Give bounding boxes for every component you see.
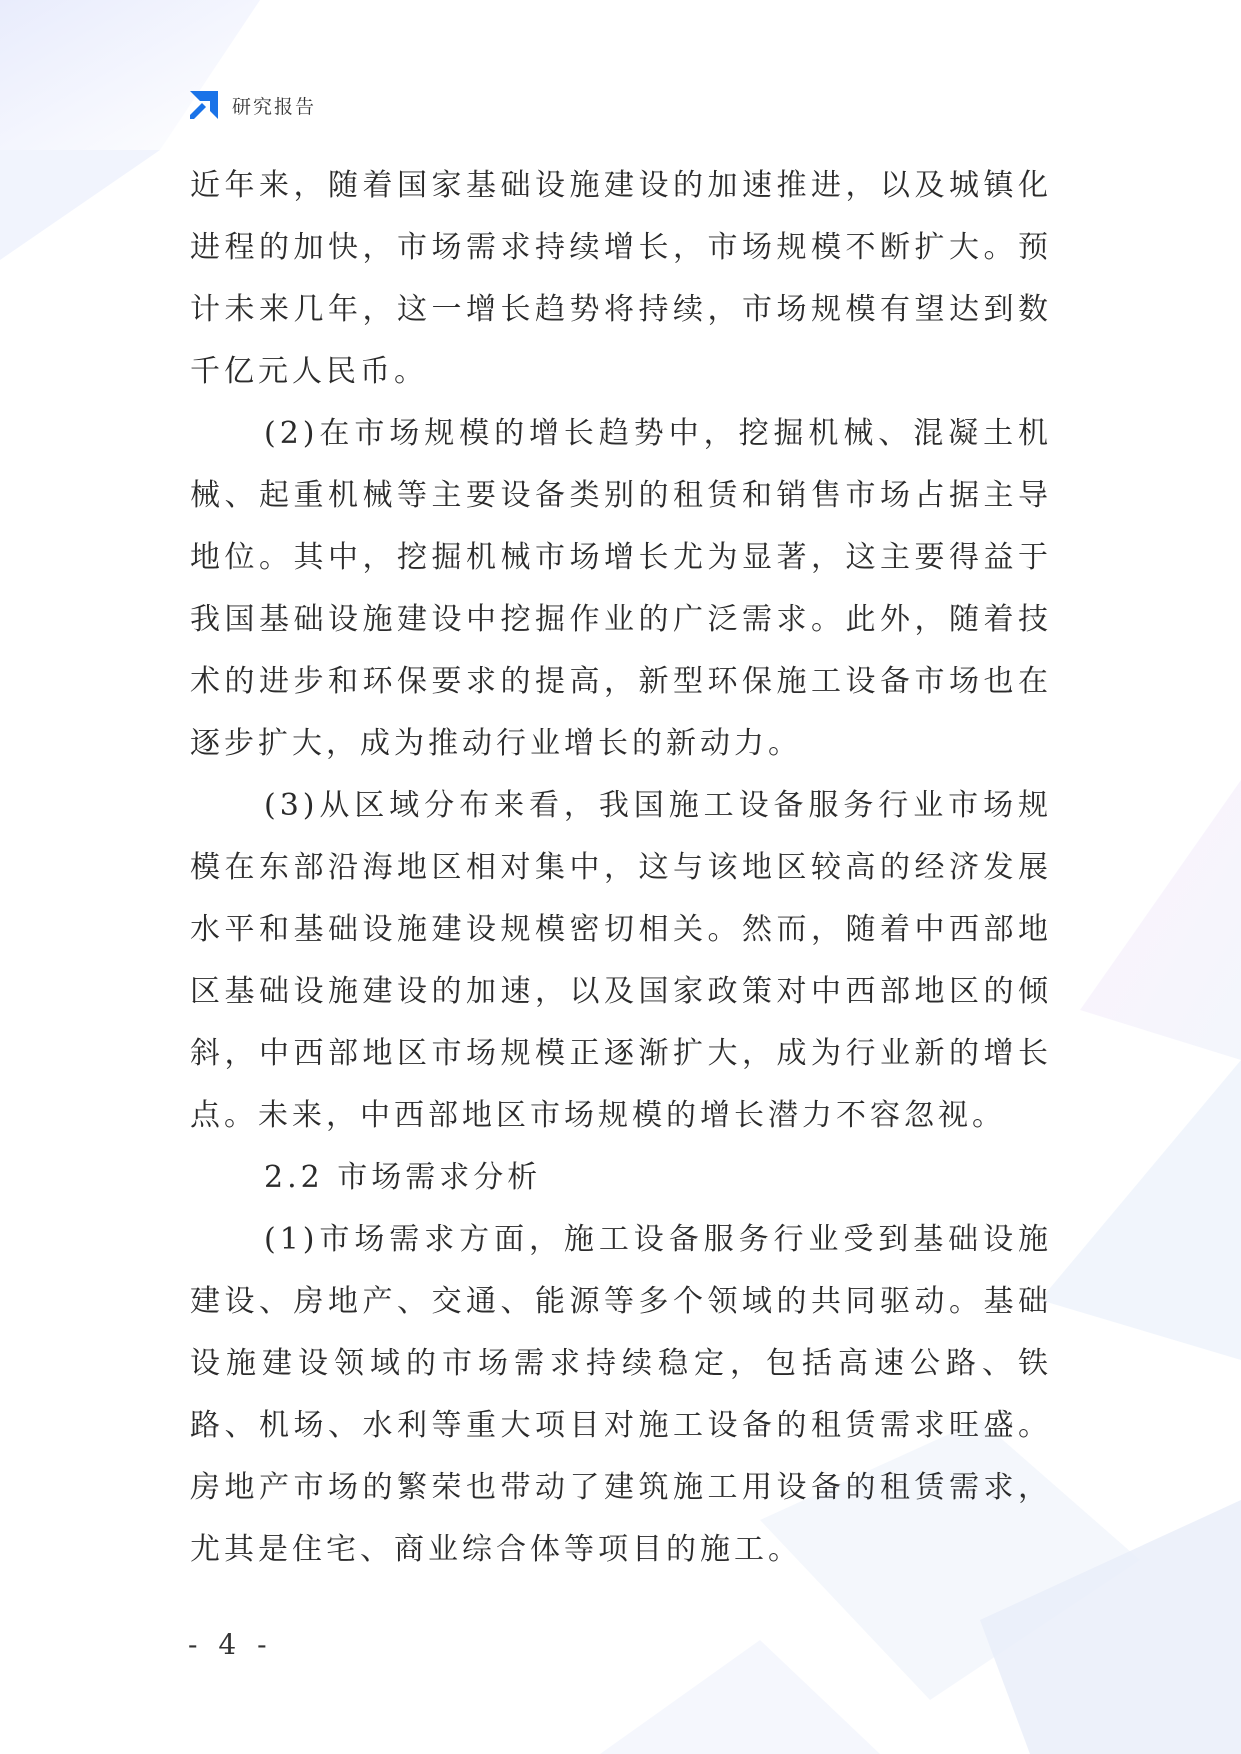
paragraph-1: 近年来，随着国家基础设施建设的加速推进，以及城镇化进程的加快，市场需求持续增长，市场规模不断扩大。预计未来几年，这一增长趋势将持续，市场规模有望达到数千亿元人民币。 <box>190 168 1052 389</box>
header-title: 研究报告 <box>232 95 317 118</box>
paragraph-4: (1)市场需求方面，施工设备服务行业受到基础设施建设、房地产、交通、能源等多个领域的共同驱动。基础设施建设领域的市场需求持续稳定，包括高速公路、铁路、机场、水利等重大项目对施工设备的租赁需求旺盛。房地产市场的繁荣也带动了建筑施工用设备的租赁需求，尤其是住宅、商业综合体等项目的施工。 <box>190 1222 1052 1567</box>
paragraph-2: (2)在市场规模的增长趋势中，挖掘机械、混凝土机械、起重机械等主要设备类别的租赁和销售市场占据主导地位。其中，挖掘机械市场增长尤为显著，这主要得益于我国基础设施建设中挖掘作业的广泛需求。此外，随着技术的进步和环保要求的提高，新型环保施工设备市场也在逐步扩大，成为推动行业增长的新动力。 <box>190 416 1052 761</box>
paragraph-3: (3)从区域分布来看，我国施工设备服务行业市场规模在东部沿海地区相对集中，这与该地区较高的经济发展水平和基础设施建设规模密切相关。然而，随着中西部地区基础设施建设的加速，以及国家政策对中西部地区的倾斜，中西部地区市场规模正逐渐扩大，成为行业新的增长点。未来，中西部地区市场规模的增长潜力不容忽视。 <box>190 788 1052 1133</box>
document-body <box>190 155 1052 1581</box>
arrow-up-right-icon <box>188 89 220 121</box>
page-number: - 4 - <box>188 1628 273 1661</box>
report-header <box>188 88 316 122</box>
section-heading: 2.2 市场需求分析 <box>264 1160 542 1195</box>
